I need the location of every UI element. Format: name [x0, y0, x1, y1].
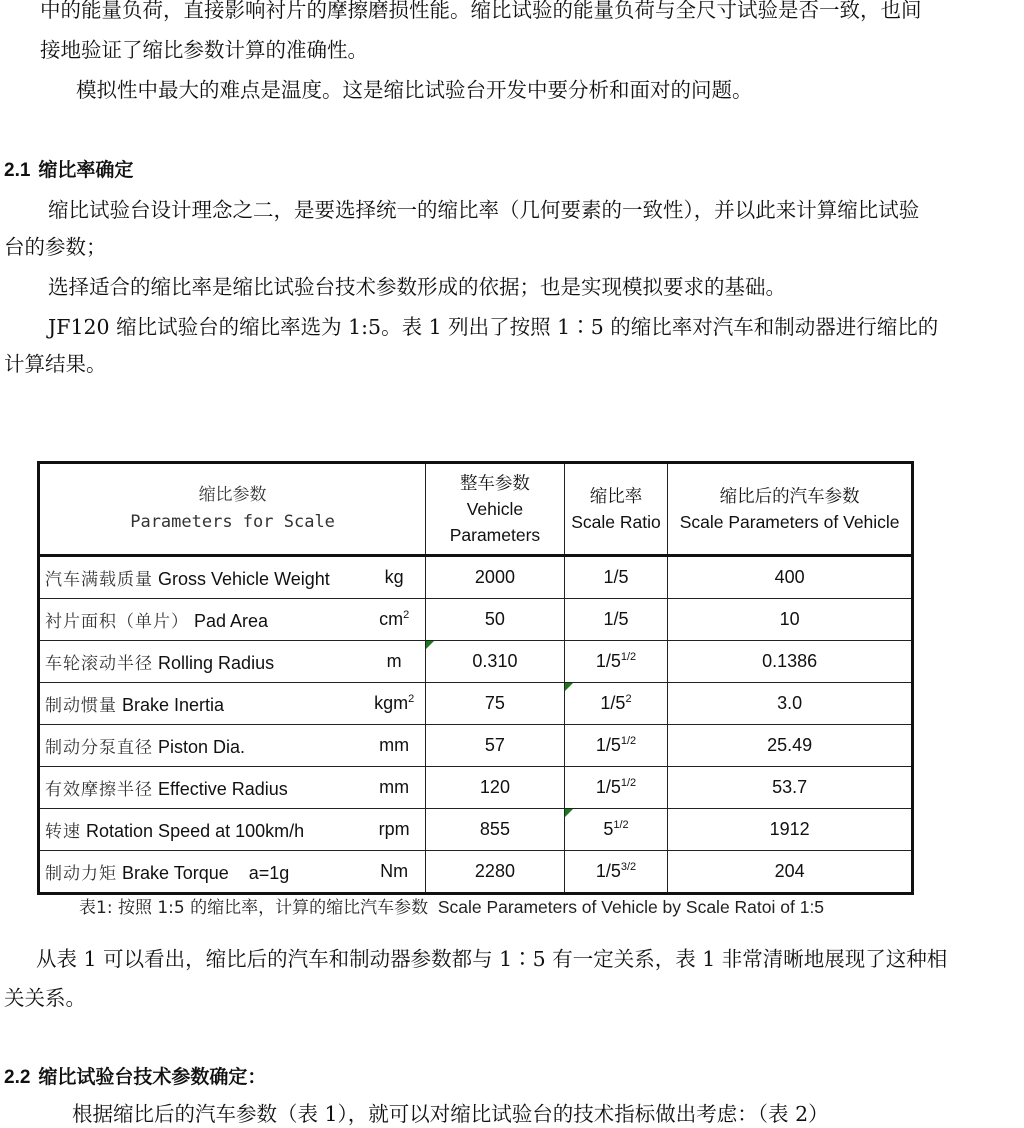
cell-vehicle-value [426, 851, 565, 894]
parameter-name-cn: 制动分泵直径 [45, 738, 153, 758]
cell-parameter [39, 851, 426, 894]
cell-parameter [39, 599, 426, 641]
parameter-name-en: Effective Radius [158, 779, 288, 799]
section-title: 缩比率确定 [38, 159, 134, 181]
cell-parameter [39, 556, 426, 599]
parameter-label [45, 817, 304, 842]
ratio-exponent: 1/2 [620, 651, 637, 663]
cell-vehicle-value [426, 599, 565, 641]
header-parameters-en: Parameters for Scale [130, 512, 335, 532]
parameter-label [45, 649, 274, 674]
cell-vehicle-value [426, 809, 565, 851]
header-ratio-en: Scale Ratio [571, 512, 661, 532]
parameter-name-cn: 衬片面积（单片） [45, 612, 189, 632]
paragraph-line: 选择适合的缩比率是缩比试验台技术参数形成的依据；也是实现模拟要求的基础。 [48, 275, 786, 299]
parameter-name-cn: 转速 [45, 822, 81, 842]
paragraph-line: 从表 1 可以看出，缩比后的汽车和制动器参数都与 1∶5 有一定关系，表 1 非常清晰地展现了这种相 [36, 947, 948, 971]
scale-parameters-table-container [37, 461, 914, 895]
cell-marker-icon [565, 809, 573, 817]
ratio-base: 1/5 [595, 651, 621, 671]
parameter-label [45, 733, 245, 758]
header-scaled-cn: 缩比后的汽车参数 [719, 486, 860, 506]
scaled-value: 53.7 [772, 777, 808, 797]
vehicle-value: 2000 [474, 567, 515, 587]
parameter-name-cn: 汽车满载质量 [45, 570, 153, 590]
parameter-content [45, 859, 425, 884]
header-vehicle-cn: 整车参数 [459, 473, 530, 493]
parameter-name-en: Pad Area [194, 611, 269, 631]
header-scaled [668, 463, 913, 556]
vehicle-value: 2280 [474, 861, 515, 881]
parameter-content [45, 565, 425, 590]
scaled-value: 10 [779, 609, 800, 629]
paragraph-line: 接地验证了缩比参数计算的准确性。 [40, 38, 368, 62]
parameter-content [45, 775, 425, 800]
parameter-name-cn: 有效摩擦半径 [45, 780, 153, 800]
paragraph-line: 缩比试验台设计理念之二，是要选择统一的缩比率（几何要素的一致性），并以此来计算缩比试验 [48, 198, 920, 222]
vehicle-value: 0.310 [472, 651, 518, 671]
scaled-value: 1912 [769, 819, 810, 839]
scaled-value: 3.0 [777, 693, 803, 713]
cell-scaled-value [668, 599, 913, 641]
cell-parameter [39, 725, 426, 767]
paragraph-line: JF120 缩比试验台的缩比率选为 1:5。表 1 列出了按照 1∶5 的缩比率对汽车和制动器进行缩比的 [48, 315, 939, 339]
scale-parameters-table [37, 461, 914, 895]
unit-base: mm [379, 777, 410, 797]
section-heading-2-1 [4, 156, 133, 185]
parameter-content [45, 817, 425, 842]
cell-parameter [39, 767, 426, 809]
ratio-base: 5 [603, 819, 614, 839]
cell-scale-ratio [564, 851, 668, 894]
scaled-value: 0.1386 [762, 651, 818, 671]
cell-scaled-value [668, 556, 913, 599]
table-row [39, 809, 913, 851]
parameter-label [45, 775, 288, 800]
ratio-exponent: 1/2 [613, 819, 629, 831]
section-title: 缩比试验台技术参数确定： [38, 1066, 267, 1088]
unit-exponent: 2 [408, 693, 415, 705]
table-row [39, 851, 913, 894]
section-heading-2-2 [4, 1063, 266, 1092]
parameter-label [45, 565, 330, 590]
cell-vehicle-value [426, 767, 565, 809]
parameter-name-en: Brake Inertia [122, 695, 225, 715]
header-ratio [564, 463, 668, 556]
header-vehicle-en-1: Vehicle [466, 499, 524, 519]
parameter-unit [363, 777, 425, 798]
table-caption-cn: 表1: 按照 1:5 的缩比率，计算的缩比汽车参数 [79, 898, 429, 918]
paragraph-line: 根据缩比后的汽车参数（表 1），就可以对缩比试验台的技术指标做出考虑：（表 2） [72, 1102, 829, 1126]
parameter-content [45, 733, 425, 758]
cell-marker-icon [426, 641, 434, 649]
parameter-name-en: Gross Vehicle Weight [158, 569, 330, 589]
cell-vehicle-value [426, 683, 565, 725]
paragraph-line: 台的参数； [4, 235, 107, 259]
parameter-label [45, 859, 289, 884]
scaled-value: 400 [774, 567, 805, 587]
parameter-name-en: Brake Torque a=1g [122, 863, 290, 883]
cell-scaled-value [668, 809, 913, 851]
parameter-label [45, 691, 224, 716]
unit-base: kgm [374, 693, 409, 713]
unit-base: rpm [378, 819, 410, 839]
cell-scale-ratio [564, 641, 668, 683]
parameter-content [45, 607, 425, 632]
table-caption-en: Scale Parameters of Vehicle by Scale Ratoi of 1:5 [437, 897, 825, 917]
parameter-label [45, 607, 268, 632]
table-caption [79, 893, 824, 918]
parameter-name-en: Rolling Radius [158, 653, 275, 673]
paragraph-line: 模拟性中最大的难点是温度。这是缩比试验台开发中要分析和面对的问题。 [76, 78, 753, 102]
ratio-exponent: 1/2 [620, 735, 637, 747]
cell-scaled-value [668, 851, 913, 894]
ratio-exponent: 2 [625, 693, 632, 705]
cell-scaled-value [668, 641, 913, 683]
cell-parameter [39, 641, 426, 683]
header-ratio-cn: 缩比率 [589, 486, 643, 506]
cell-scale-ratio [564, 725, 668, 767]
cell-scale-ratio [564, 767, 668, 809]
ratio-base: 1/5 [595, 777, 621, 797]
cell-marker-icon [565, 683, 573, 691]
parameter-content [45, 691, 425, 716]
parameter-name-en: Piston Dia. [158, 737, 246, 757]
parameter-unit [363, 819, 425, 840]
header-scaled-en: Scale Parameters of Vehicle [679, 512, 900, 532]
parameter-content [45, 649, 425, 674]
table-row [39, 599, 913, 641]
paragraph-line: 中的能量负荷，直接影响衬片的摩擦磨损性能。缩比试验的能量负荷与全尺寸试验是否一致，也间 [40, 0, 922, 22]
vehicle-value: 57 [484, 735, 505, 755]
scaled-value: 25.49 [767, 735, 813, 755]
paragraph-line: 关关系。 [4, 986, 86, 1010]
cell-vehicle-value [426, 725, 565, 767]
unit-base: m [386, 651, 402, 671]
cell-scaled-value [668, 683, 913, 725]
vehicle-value: 75 [484, 693, 505, 713]
cell-scaled-value [668, 725, 913, 767]
header-parameters [39, 463, 426, 556]
cell-scaled-value [668, 767, 913, 809]
section-number: 2.2 [4, 1067, 31, 1088]
scaled-value: 204 [774, 861, 805, 881]
parameter-name-en: Rotation Speed at 100km/h [86, 821, 305, 841]
ratio-base: 1/5 [600, 693, 626, 713]
cell-scale-ratio [564, 809, 668, 851]
vehicle-value: 120 [479, 777, 510, 797]
table-row [39, 556, 913, 599]
cell-scale-ratio [564, 556, 668, 599]
ratio-base: 1/5 [595, 735, 621, 755]
unit-base: Nm [380, 861, 409, 881]
header-parameters-cn: 缩比参数 [198, 485, 267, 505]
vehicle-value: 855 [479, 819, 510, 839]
parameter-unit [363, 693, 425, 714]
ratio-exponent: 3/2 [620, 861, 637, 873]
unit-base: kg [384, 567, 404, 587]
section-number: 2.1 [4, 160, 31, 181]
parameter-unit [363, 609, 425, 630]
ratio-base: 1/5 [603, 567, 629, 587]
header-vehicle [426, 463, 565, 556]
table-row [39, 725, 913, 767]
paragraph-line: 计算结果。 [4, 352, 107, 376]
parameter-name-cn: 车轮滚动半径 [45, 654, 153, 674]
unit-base: cm [379, 609, 404, 629]
parameter-unit [363, 735, 425, 756]
parameter-name-cn: 制动惯量 [45, 696, 117, 716]
vehicle-value: 50 [484, 609, 505, 629]
table-row [39, 641, 913, 683]
cell-parameter [39, 809, 426, 851]
parameter-unit [363, 861, 425, 882]
cell-vehicle-value [426, 641, 565, 683]
parameter-unit [363, 567, 425, 588]
unit-exponent: 2 [403, 609, 410, 621]
table-header-row [39, 463, 913, 556]
ratio-base: 1/5 [603, 609, 629, 629]
cell-scale-ratio [564, 683, 668, 725]
table-row [39, 683, 913, 725]
cell-scale-ratio [564, 599, 668, 641]
ratio-exponent: 1/2 [620, 777, 637, 789]
header-vehicle-en-2: Parameters [449, 525, 541, 545]
parameter-unit [363, 651, 425, 672]
cell-parameter [39, 683, 426, 725]
unit-base: mm [379, 735, 410, 755]
table-row [39, 767, 913, 809]
parameter-name-cn: 制动力矩 [45, 864, 117, 884]
ratio-base: 1/5 [595, 861, 621, 881]
cell-vehicle-value [426, 556, 565, 599]
